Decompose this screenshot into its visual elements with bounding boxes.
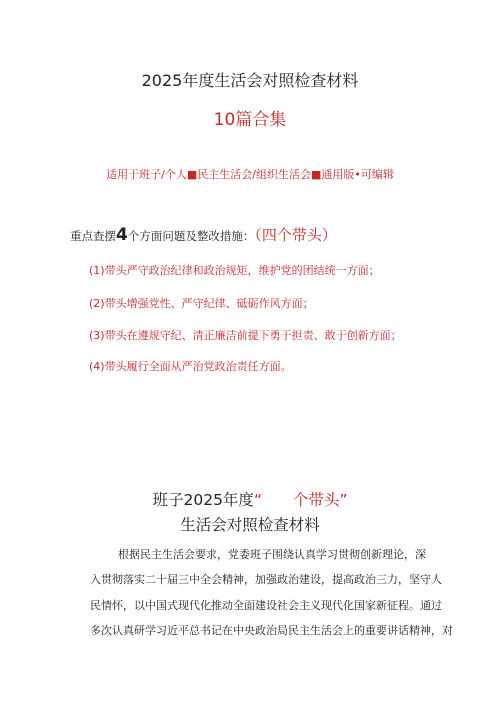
paragraph-line: 民情怀，以中国式现代化推动全面建设社会主义现代化国家新征程。通过 xyxy=(90,599,442,612)
list-item: (2)带头增强党性、严守纪律、砥砺作风方面； xyxy=(89,297,314,310)
page-title: 2025年度生活会对照检查材料 xyxy=(141,71,359,90)
applicable-note: 适用于班子/个人■民主生活会/组织生活会■通用版•可编辑 xyxy=(106,168,394,181)
focus-prefix: 重点查摆 xyxy=(70,229,116,243)
list-item: (3)带头在遵规守纪、清正廉洁前提下勇于担责、敢于创新方面； xyxy=(89,329,402,342)
paragraph-line: 多次认真研学习近平总书记在中央政治局民主生活会上的重要讲话精神，对 xyxy=(90,624,453,637)
list-item: (1)带头严守政治纪律和政治规矩，维护党的团结统一方面； xyxy=(89,264,380,277)
focus-highlight: （四个带头） xyxy=(254,226,337,244)
document-title-line2: 生活会对照检查材料 xyxy=(180,516,320,534)
document-title xyxy=(0,488,500,510)
document-title-prefix: 班子2025年度 xyxy=(152,491,254,509)
document-title-quote: “ 个带头” xyxy=(253,491,348,509)
focus-heading xyxy=(70,224,337,245)
collection-subtitle: 10篇合集 xyxy=(213,110,287,130)
focus-number: 4 xyxy=(116,225,128,245)
paragraph-line: 根据民主生活会要求，党委班子围绕认真学习贯彻创新理论，深 xyxy=(118,548,426,561)
paragraph-line: 入贯彻落实二十届三中全会精神，加强政治建设，提高政治三力，坚守人 xyxy=(90,573,442,586)
list-item: (4)带头履行全面从严治党政治责任方面。 xyxy=(89,360,292,373)
focus-suffix: 个方面问题及整改措施： xyxy=(127,229,255,243)
